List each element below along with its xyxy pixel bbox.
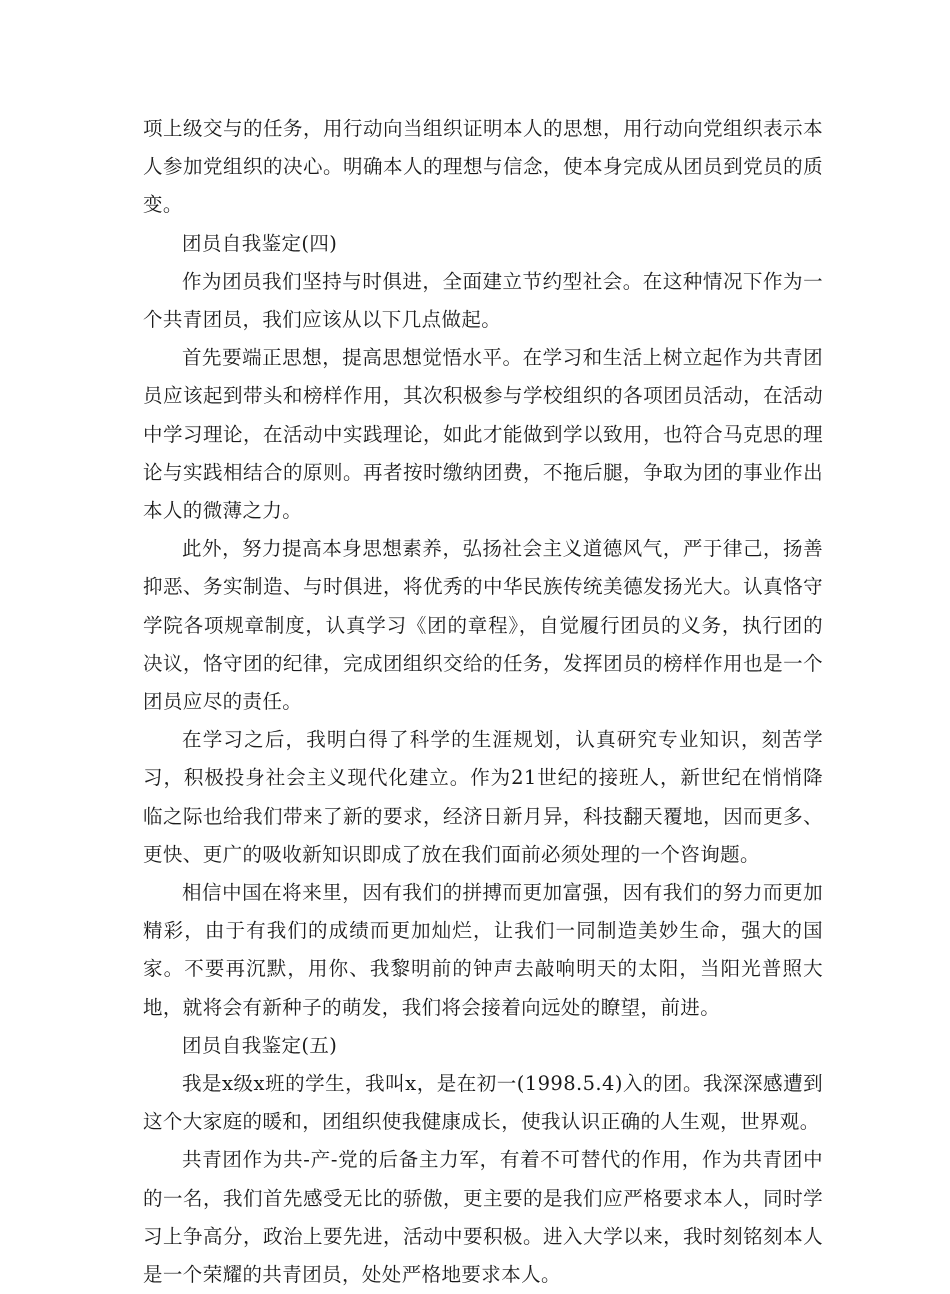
paragraph-continuation: 项上级交与的任务，用行动向当组织证明本人的思想，用行动向党组织表示本人参加党组织的决心。明确本人的理想与信念，使本身完成从团员到党员的质变。	[143, 117, 823, 217]
paragraph: 共青团作为共-产-党的后备主力军，有着不可替代的作用，作为共青团中的一名，我们首先感受无比的骄傲，更主要的是我们应严格要求本人，同时学习上争高分，政治上要先进，活动中要积极。进入大学以来，我时刻铭刻本人是一个荣耀的共青团员，处处严格地要求本人。	[143, 1148, 823, 1287]
paragraph: 作为团员我们坚持与时俱进，全面建立节约型社会。在这种情况下作为一个共青团员，我们应该从以下几点做起。	[143, 269, 823, 332]
document-body	[143, 110, 823, 1294]
paragraph: 在学习之后，我明白得了科学的生涯规划，认真研究专业知识，刻苦学习，积极投身社会主义现代化建立。作为21世纪的接班人，新世纪在悄悄降临之际也给我们带来了新的要求，经济日新月异，科技翻天覆地，因而更多、更快、更广的吸收新知识即成了放在我们面前必须处理的一个咨询题。	[143, 728, 823, 866]
section-heading-5: 团员自我鉴定(五)	[182, 1033, 338, 1057]
paragraph: 相信中国在将来里，因有我们的拼搏而更加富强，因有我们的努力而更加精彩，由于有我们的成绩而更加灿烂，让我们一同制造美妙生命，强大的国家。不要再沉默，用你、我黎明前的钟声去敲响明天的太阳，当阳光普照大地，就将会有新种子的萌发，我们将会接着向远处的瞭望，前进。	[143, 881, 823, 1019]
paragraph: 首先要端正思想，提高思想觉悟水平。在学习和生活上树立起作为共青团员应该起到带头和榜样作用，其次积极参与学校组织的各项团员活动，在活动中学习理论，在活动中实践理论，如此才能做到学以致用，也符合马克思的理论与实践相结合的原则。再者按时缴纳团费，不拖后腿，争取为团的事业作出本人的微薄之力。	[143, 346, 823, 523]
paragraph: 我是x级x班的学生，我叫x，是在初一(1998.5.4)入的团。我深深感遭到这个大家庭的暖和，团组织使我健康成长，使我认识正确的人生观，世界观。	[143, 1072, 823, 1134]
paragraph: 此外，努力提高本身思想素养，弘扬社会主义道德风气，严于律己，扬善抑恶、务实制造、与时俱进，将优秀的中华民族传统美德发扬光大。认真恪守学院各项规章制度，认真学习《团的章程》，自觉履行团员的义务，执行团的决议，恪守团的纪律，完成团组织交给的任务，发挥团员的榜样作用也是一个团员应尽的责任。	[143, 537, 823, 714]
section-heading-4: 团员自我鉴定(四)	[182, 231, 338, 255]
